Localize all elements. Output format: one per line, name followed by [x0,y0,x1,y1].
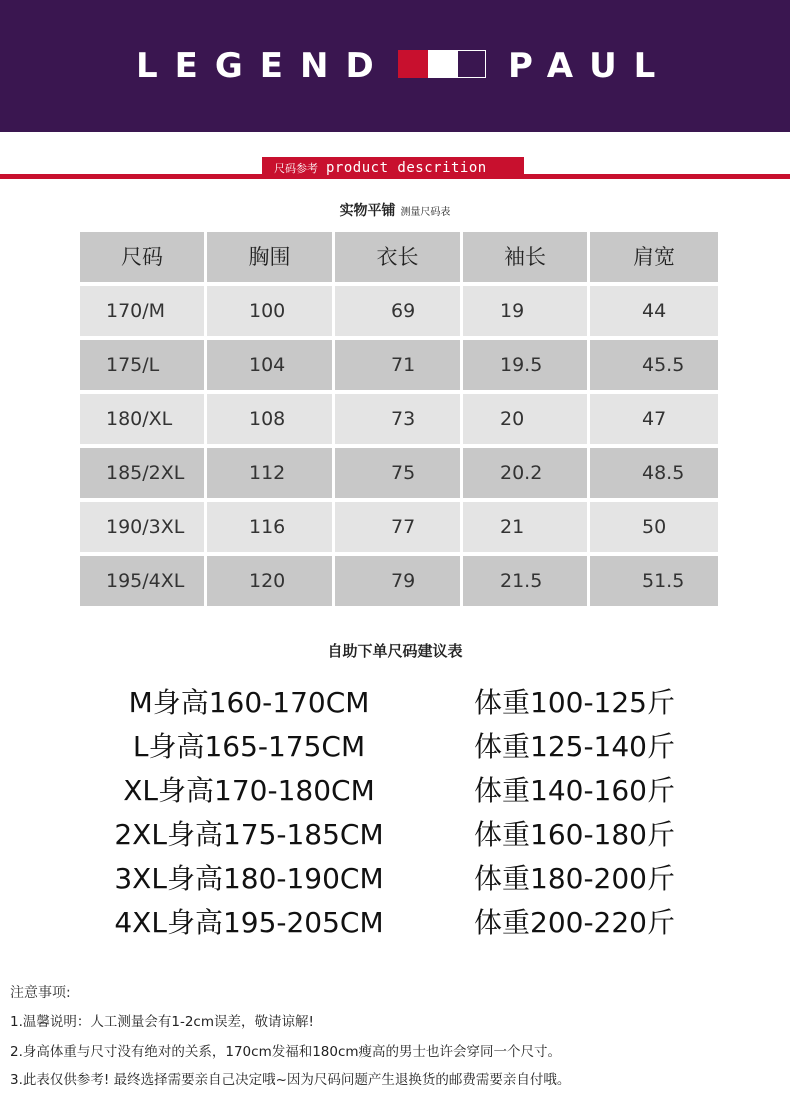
brand-flag-logo [398,50,486,78]
table-cell: 19 [500,300,525,322]
size-table-title-sub: 测量尺码表 [400,207,451,218]
table-cell-box [463,556,587,606]
table-cell: 170/M [106,300,166,322]
table-cell: 100 [249,300,286,322]
table-cell-box [207,286,332,336]
size-table-title [0,200,790,220]
table-row [80,448,718,498]
table-cell-box [463,502,587,552]
banner-en-label: product descrition [326,160,487,176]
table-cell: 180/XL [106,408,173,430]
table-cell: 19.5 [500,354,543,376]
table-cell-box [207,448,332,498]
table-cell: 77 [391,516,416,538]
size-table-title-main: 实物平铺 [339,203,396,219]
table-cell-box [80,286,204,336]
table-cell-box [207,340,332,390]
table-cell-box [590,394,718,444]
note-item: 3.此表仅供参考! 最终选择需要亲自己决定哦~因为尺码问题产生退换货的邮费需要亲自付哦。 [10,1072,571,1088]
table-cell: 195/4XL [106,570,185,592]
table-cell-box [80,394,204,444]
table-cell: 45.5 [642,354,685,376]
flag-white-block [428,50,457,78]
flag-red-block [398,50,428,78]
table-cell-box [335,340,460,390]
suggestion-height: L身高165-175CM [132,730,366,763]
table-cell: 108 [249,408,286,430]
table-header-cell: 袖长 [463,232,587,282]
table-header-cell: 尺码 [80,232,204,282]
note-item: 1.温馨说明：人工测量会有1-2cm误差，敬请谅解! [10,1014,314,1030]
table-cell-box [463,286,587,336]
suggestion-height: 3XL身高180-190CM [114,862,384,895]
table-cell-box [80,340,204,390]
brand-name-left: LEGEND [136,46,391,86]
table-cell: 44 [642,300,667,322]
table-cell-box [590,502,718,552]
table-cell: 21 [500,516,525,538]
table-cell-box [463,394,587,444]
table-cell: 51.5 [642,570,685,592]
table-header-row [80,232,718,282]
banner-cn-label: 尺码参考 [274,162,318,175]
table-cell-box [463,340,587,390]
table-cell: 69 [391,300,416,322]
suggestion-height: XL身高170-180CM [123,774,375,807]
table-cell-box [590,448,718,498]
suggestion-weight: 体重100-125斤 [474,686,675,719]
table-cell-box [207,394,332,444]
table-cell: 48.5 [642,462,685,484]
table-row [80,286,718,336]
table-header-cell: 衣长 [335,232,460,282]
table-cell-box [335,286,460,336]
table-header-cell: 肩宽 [590,232,718,282]
table-cell: 190/3XL [106,516,185,538]
table-cell: 73 [391,408,416,430]
table-cell-box [80,556,204,606]
table-cell-box [335,502,460,552]
suggestion-weight: 体重180-200斤 [474,862,675,895]
table-cell: 120 [249,570,286,592]
section-banner [262,157,524,179]
suggestion-weight: 体重125-140斤 [474,730,675,763]
table-cell-box [80,448,204,498]
table-cell: 21.5 [500,570,543,592]
table-row [80,502,718,552]
table-cell: 79 [391,570,416,592]
note-item: 2.身高体重与尺寸没有绝对的关系，170cm发福和180cm瘦高的男士也许会穿同一个尺寸。 [10,1044,562,1060]
table-cell-box [590,340,718,390]
table-cell: 47 [642,408,667,430]
table-row [80,556,718,606]
table-cell: 50 [642,516,667,538]
suggestion-height: M身高160-170CM [128,686,370,719]
table-cell: 104 [249,354,286,376]
table-header-cell: 胸围 [207,232,332,282]
table-cell: 112 [249,462,286,484]
table-cell-box [207,502,332,552]
table-cell-box [335,448,460,498]
suggestion-height: 2XL身高175-185CM [114,818,384,851]
table-cell-box [463,448,587,498]
table-cell-box [207,556,332,606]
table-cell: 20.2 [500,462,543,484]
notes-title: 注意事项: [10,985,71,1001]
suggestion-weight: 体重140-160斤 [474,774,675,807]
brand-name-right: PAUL [508,46,673,86]
table-cell-box [80,502,204,552]
table-row [80,340,718,390]
brand-header [0,0,790,132]
table-cell: 20 [500,408,525,430]
table-cell: 175/L [106,354,160,376]
flag-purple-block [457,50,486,78]
table-cell-box [590,556,718,606]
suggestion-weight: 体重160-180斤 [474,818,675,851]
table-cell-box [335,394,460,444]
suggestion-weight: 体重200-220斤 [474,906,675,939]
table-row [80,394,718,444]
suggestion-height: 4XL身高195-205CM [114,906,384,939]
table-cell: 116 [249,516,286,538]
table-cell-box [590,286,718,336]
table-cell: 75 [391,462,416,484]
table-cell-box [335,556,460,606]
table-cell: 71 [391,354,416,376]
table-cell: 185/2XL [106,462,185,484]
suggestion-title: 自助下单尺码建议表 [327,642,463,660]
